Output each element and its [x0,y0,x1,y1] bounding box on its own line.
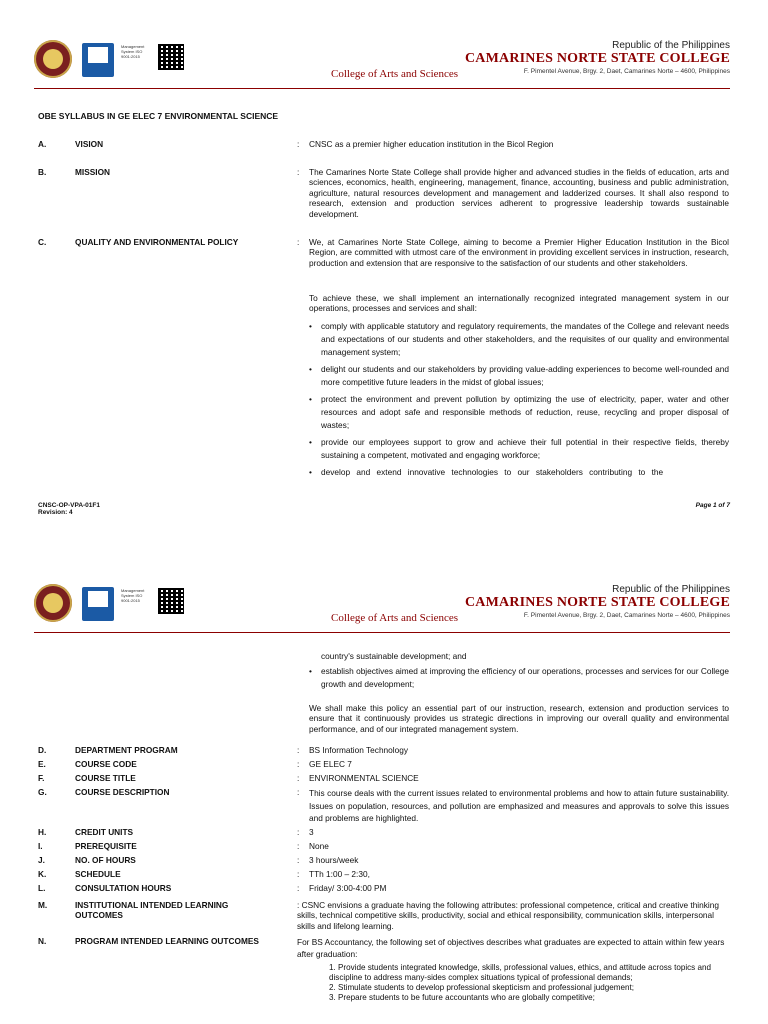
department-program-value: BS Information Technology [309,745,409,755]
section-letter: F. [38,773,45,783]
mission-label: MISSION [75,167,111,177]
colon: : [297,827,300,837]
section-letter: H. [38,827,47,837]
section-letter: M. [38,900,48,910]
list-item: • protect the environment and prevent pollution by optimizing the use of electricity, paper, water and other resources and adopt safe and responsible methods of reduction, reuse, recycling and proper disposal of wastes; [309,393,729,432]
list-item: • delight our students and our stakeholders by providing value-adding experiences to become well-rounded and more competitive future leaders in the midst of global issues; [309,363,729,389]
republic-text: Republic of the Philippines [612,40,730,51]
college-seal-logo [34,584,72,622]
course-title-label: COURSE TITLE [75,773,136,783]
vision-label: VISION [75,139,104,149]
credit-units-label: CREDIT UNITS [75,827,134,837]
list-item: 3. Prepare students to be future accountants who are globally competitive; [329,993,595,1002]
policy-bullet-list-continued [309,665,729,695]
page-header [0,0,768,100]
colon: : [297,869,300,879]
pilo-label: PROGRAM INTENDED LEARNING OUTCOMES [75,936,259,946]
list-item: • establish objectives aimed at improving the efficiency of our operations, processes and services for our College growth and development; [309,665,729,691]
document-code [38,502,100,516]
course-description-label: COURSE DESCRIPTION [75,787,170,797]
list-item: 2. Stimulate students to develop professional skepticism and professional judgement; [329,983,635,992]
section-letter: I. [38,841,43,851]
policy-label: QUALITY AND ENVIRONMENTAL POLICY [75,237,239,247]
section-letter: A. [38,139,47,149]
section-letter: L. [38,883,46,893]
policy-lead: To achieve these, we shall implement an internationally recognized integrated management system in our operations, processes and services and shall: [309,293,729,314]
course-code-value: GE ELEC 7 [309,759,352,769]
college-name: CAMARINES NORTE STATE COLLEGE [464,595,730,610]
credit-units-value: 3 [309,827,314,837]
section-letter: J. [38,855,45,865]
mission-text: The Camarines Norte State College shall provide higher and advanced studies in the fields of education, arts and sciences, economics, health, engineering, management, finance, accounting, business and public administration, agriculture, natural resources development and management and ladderized courses. It shall also respond to research, extension and production services adherent to progressive leadership towards sustainable development. [309,167,729,219]
list-item: • comply with applicable statutory and regulatory requirements, the mandates of the College and relevant needs and expectations of our students and other stakeholders, and the requisites of our quality and environmental management system; [309,320,729,359]
policy-closing: We shall make this policy an essential part of our instruction, research, extension and production services to ensure that it continuously provides us strategic directions in improving our overall quality and environmental performance, and of our integrated management system. [309,703,729,734]
consultation-hours-label: CONSULTATION HOURS [75,883,172,893]
section-letter: N. [38,936,47,946]
colon: : [297,883,300,893]
list-item: • develop and extend innovative technologies to our stakeholders contributing to the [309,466,729,479]
republic-text: Republic of the Philippines [612,584,730,595]
schedule-value: TTh 1:00 – 2:30, [309,869,370,879]
section-letter: C. [38,237,47,247]
colon: : [297,773,300,783]
policy-continuation: country's sustainable development; and [321,651,467,661]
course-title-value: ENVIRONMENTAL SCIENCE [309,773,419,783]
colon: : [297,745,300,755]
header-divider [34,88,730,89]
colon: : [297,237,300,247]
qr-code-icon [158,588,184,614]
college-seal-logo [34,40,72,78]
section-letter: K. [38,869,47,879]
schedule-label: SCHEDULE [75,869,121,879]
iso-cert-text: Management System ISO 9001:2015 [121,44,145,59]
list-item: 1. Provide students integrated knowledge, skills, professional values, ethics, and attitude across topics and discipline to address many-sides complex situations typical of professional demands; [329,963,711,982]
tuv-certified-logo [82,587,114,621]
colon: : [297,787,300,797]
colon: : [297,855,300,865]
tuv-certified-logo [82,43,114,77]
department-program-label: DEPARTMENT PROGRAM [75,745,178,755]
college-address: F. Pimentel Avenue, Brgy. 2, Daet, Camarines Norte – 4600, Philippines [523,612,730,619]
pilo-intro: For BS Accountancy, the following set of objectives describes what graduates are expected to attain within few years after graduation: [297,937,725,959]
college-unit: College of Arts and Sciences [331,68,459,80]
policy-bullet-list [309,320,729,483]
qr-code-icon [158,44,184,70]
page-number: Page 1 of 7 [695,502,730,509]
document-title: OBE SYLLABUS IN GE ELEC 7 ENVIRONMENTAL SCIENCE [38,111,279,121]
iilo-label: INSTITUTIONAL INTENDED LEARNING OUTCOMES [75,900,229,921]
section-letter: G. [38,787,47,797]
college-unit: College of Arts and Sciences [331,612,459,624]
hours-value: 3 hours/week [309,855,359,865]
pilo-list [329,963,729,1003]
section-letter: B. [38,167,47,177]
revision-number: Revision: 4 [38,509,73,516]
colon: : [297,139,300,149]
college-name: CAMARINES NORTE STATE COLLEGE [464,51,730,66]
policy-intro: We, at Camarines Norte State College, aiming to become a Premier Higher Education Institution in the Bicol Region, are committed with utmost care of the environment in providing excellent services in instruction, research, production and extension that are responsive to the satisfaction of our students and other stakeholders. [309,237,729,268]
course-code-label: COURSE CODE [75,759,137,769]
hours-label: NO. OF HOURS [75,855,136,865]
header-divider [34,632,730,633]
course-description-value: This course deals with the current issues related to environmental problems and how to attain future sustainability. Issues on population, resources, and pollution are emphasized and measures and approvals to solve this issues and problems are highlighted. [309,788,729,823]
iso-cert-text: Management System ISO 9001:2015 [121,588,145,603]
list-item: • provide our employees support to grow and achieve their full potential in their respective fields, thereby sustaining a competent, motivated and engaging workforce; [309,436,729,462]
college-address: F. Pimentel Avenue, Brgy. 2, Daet, Camarines Norte – 4600, Philippines [523,68,730,75]
colon: : [297,841,300,851]
prerequisite-label: PREREQUISITE [75,841,137,851]
consultation-hours-value: Friday/ 3:00-4:00 PM [309,883,387,893]
prerequisite-value: None [309,841,329,851]
colon: : [297,759,300,769]
section-letter: D. [38,745,47,755]
iilo-value: : CSNC envisions a graduate having the following attributes: professional competence, critical and creative thinking skills, technical competitive skills, productivity, social and ethical responsibility, communication skills, interpersonal skills and lifelong learning. [297,900,719,931]
vision-text: CNSC as a premier higher education institution in the Bicol Region [309,139,554,149]
section-letter: E. [38,759,46,769]
colon: : [297,167,300,177]
form-code: CNSC-OP-VPA-01F1 [38,502,101,509]
